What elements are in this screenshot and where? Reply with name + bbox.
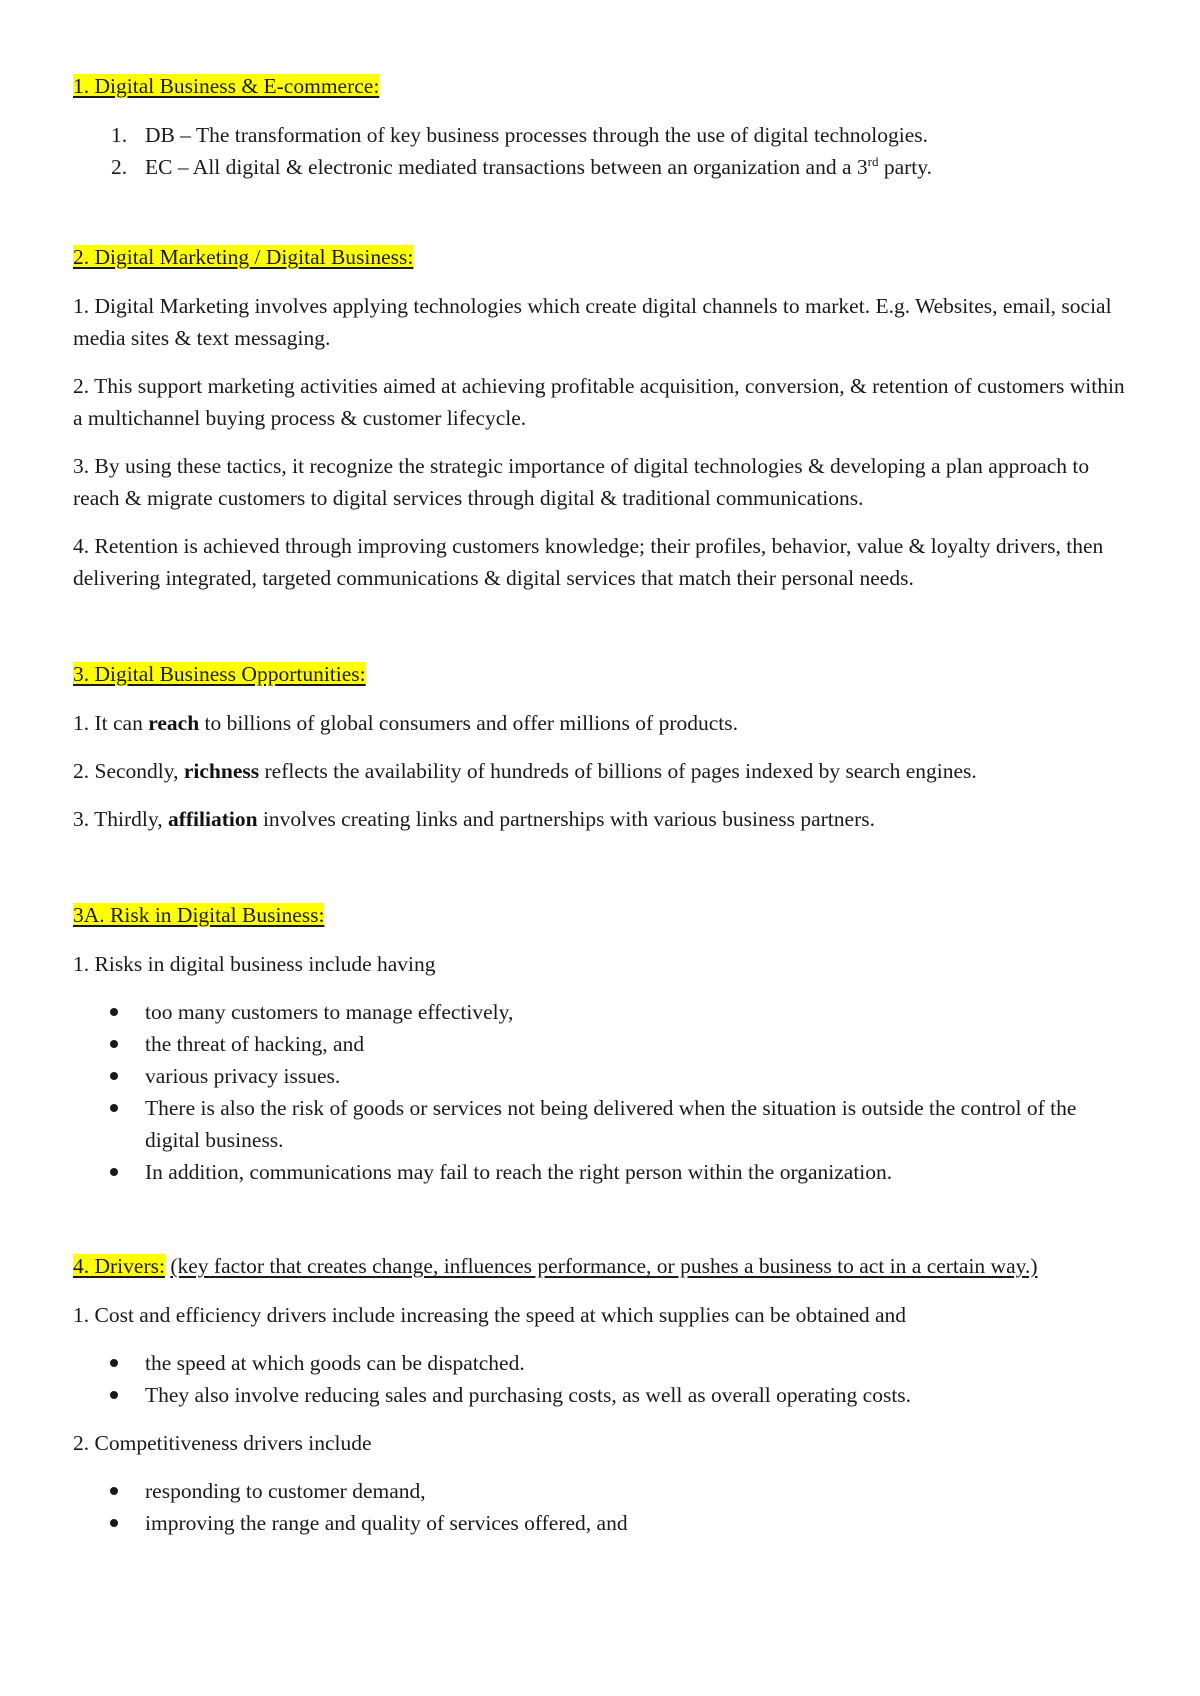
paragraph: 3. Thirdly, affiliation involves creating links and partnerships with various business partners. [73,807,875,831]
document-page [73,70,1133,1555]
paragraph: 4. Retention is achieved through improving customers knowledge; their profiles, behavior, value & loyalty drivers, then delivering integrated, targeted communications & digital services that match their personal needs. [73,534,1104,590]
section-heading-risk-in-digital-business: 3A. Risk in Digital Business: [73,903,325,927]
list-item: various privacy issues. [73,1060,1133,1092]
list-item: too many customers to manage effectively, [73,996,1133,1028]
list-item: the threat of hacking, and [73,1028,1133,1060]
paragraph: 1. Cost and efficiency drivers include increasing the speed at which supplies can be obtained and [73,1303,907,1327]
cost-drivers-bullet-list [73,1347,1133,1411]
section-heading-digital-marketing: 2. Digital Marketing / Digital Business: [73,245,414,269]
list-item: responding to customer demand, [73,1475,1133,1507]
drivers-definition-note: (key factor that creates change, influences performance, or pushes a business to act in a certain way.) [170,1254,1038,1278]
paragraph: 1. It can reach to billions of global consumers and offer millions of products. [73,711,738,735]
paragraph: 2. Competitiveness drivers include [73,1431,372,1455]
paragraph: 3. By using these tactics, it recognize the strategic importance of digital technologies & developing a plan approach to reach & migrate customers to digital services through digital & traditional communications. [73,454,1090,510]
section-heading-digital-business-opportunities: 3. Digital Business Opportunities: [73,662,366,686]
competitiveness-drivers-bullet-list [73,1475,1133,1539]
paragraph: 1. Digital Marketing involves applying technologies which create digital channels to market. E.g. Websites, email, social media sites & text messaging. [73,294,1112,350]
list-item: There is also the risk of goods or services not being delivered when the situation is outside the control of the digital business. [73,1092,1133,1156]
paragraph: 2. Secondly, richness reflects the availability of hundreds of billions of pages indexed by search engines. [73,759,977,783]
paragraph: 2. This support marketing activities aimed at achieving profitable acquisition, conversion, & retention of customers within a multichannel buying process & customer lifecycle. [73,374,1125,430]
list-item: the speed at which goods can be dispatched. [73,1347,1133,1379]
list-item: 1. DB – The transformation of key business processes through the use of digital technologies. [111,123,929,147]
list-item: improving the range and quality of services offered, and [73,1507,1133,1539]
list-item: They also involve reducing sales and purchasing costs, as well as overall operating costs. [73,1379,1133,1411]
section-heading-drivers: 4. Drivers: (key factor that creates change, influences performance, or pushes a business to act in a certain way.) [73,1254,1038,1278]
section-heading-digital-business-ecommerce: 1. Digital Business & E-commerce: [73,74,380,98]
list-item: 2. EC – All digital & electronic mediated transactions between an organization and a 3rd party. [111,153,932,179]
paragraph: 1. Risks in digital business include having [73,952,436,976]
definition-list [73,119,1133,183]
list-item: In addition, communications may fail to reach the right person within the organization. [73,1156,1133,1188]
risk-bullet-list [73,996,1133,1188]
